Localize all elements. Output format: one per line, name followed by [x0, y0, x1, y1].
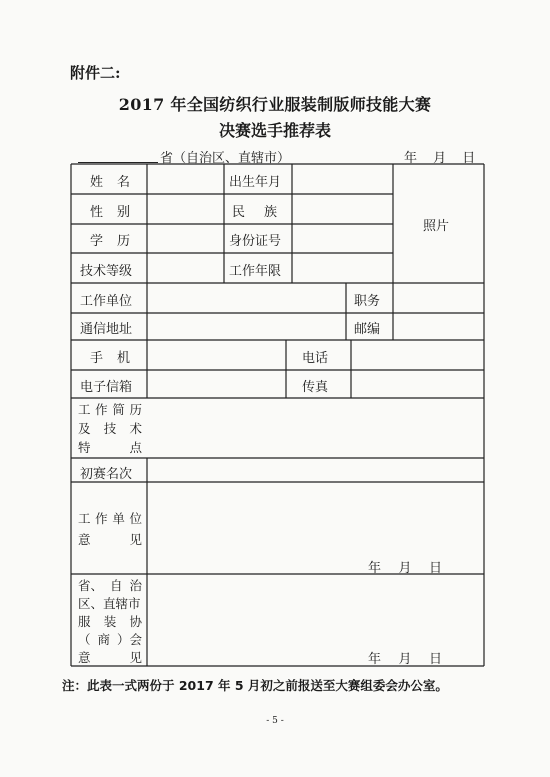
- assoc-label-line3: 服 装 协: [78, 614, 142, 629]
- name-field[interactable]: [148, 165, 223, 193]
- prelim-rank-label: 初赛名次: [80, 467, 133, 482]
- tech-level-field[interactable]: [148, 254, 223, 282]
- phone-field[interactable]: [352, 341, 483, 369]
- email-label: 电子信箱: [80, 380, 133, 395]
- unit-opinion-label-line1: 工 作 单 位: [78, 511, 142, 526]
- assoc-label-line2: 区、直辖市: [78, 596, 141, 611]
- gender-label: 性 别: [90, 205, 130, 220]
- birth-label: 出生年月: [229, 175, 282, 190]
- form-title: 2017 年全国纺织行业服装制版师技能大赛: [118, 95, 432, 114]
- assoc-date-label: 年 月 日: [368, 652, 442, 667]
- resume-field[interactable]: [150, 399, 483, 457]
- province-label: 省（自治区、直辖市）: [160, 151, 291, 166]
- phone-label: 电话: [302, 351, 329, 366]
- education-label: 学 历: [90, 234, 130, 249]
- address-field[interactable]: [148, 314, 345, 339]
- birth-field[interactable]: [293, 165, 392, 193]
- work-years-field[interactable]: [293, 254, 392, 282]
- prelim-rank-field[interactable]: [148, 459, 483, 481]
- email-field[interactable]: [148, 371, 285, 397]
- mobile-label: 手 机: [90, 351, 130, 366]
- education-field[interactable]: [148, 225, 223, 252]
- ethnicity-label: 民 族: [232, 205, 277, 220]
- resume-label-line1: 工 作 简 历: [78, 402, 142, 417]
- header-date-label: 年 月 日: [404, 151, 476, 166]
- work-unit-field[interactable]: [148, 284, 345, 312]
- photo-label: 照片: [423, 219, 450, 234]
- tech-level-label: 技术等级: [80, 264, 133, 279]
- fax-label: 传真: [302, 380, 329, 395]
- postcode-label: 邮编: [354, 322, 381, 337]
- postcode-field[interactable]: [394, 314, 483, 339]
- id-number-field[interactable]: [293, 225, 392, 252]
- gender-field[interactable]: [148, 195, 223, 223]
- ethnicity-field[interactable]: [293, 195, 392, 223]
- position-label: 职务: [354, 294, 381, 309]
- form-subtitle: 决赛选手推荐表: [218, 121, 331, 140]
- assoc-label-line4: （ 商 ）会: [78, 632, 142, 647]
- name-label: 姓 名: [90, 175, 130, 190]
- fax-field[interactable]: [352, 371, 483, 397]
- id-number-label: 身份证号: [229, 234, 282, 249]
- unit-opinion-label-line2: 意 见: [78, 532, 142, 547]
- unit-date-label: 年 月 日: [368, 561, 442, 576]
- resume-label-line3: 特 点: [78, 440, 142, 455]
- attachment-label: 附件二:: [70, 64, 121, 82]
- assoc-label-line1: 省、 自 治: [78, 578, 142, 593]
- position-field[interactable]: [394, 284, 483, 312]
- footer-note: 注：此表一式两份于 2017 年 5 月初之前报送至大赛组委会办公室。: [62, 678, 448, 693]
- assoc-label-line5: 意 见: [78, 650, 142, 665]
- page-number: - 5 -: [266, 716, 284, 726]
- mobile-field[interactable]: [148, 341, 285, 369]
- resume-label-line2: 及 技 术: [78, 421, 142, 436]
- work-unit-label: 工作单位: [80, 294, 133, 309]
- work-years-label: 工作年限: [229, 264, 282, 279]
- address-label: 通信地址: [80, 322, 133, 337]
